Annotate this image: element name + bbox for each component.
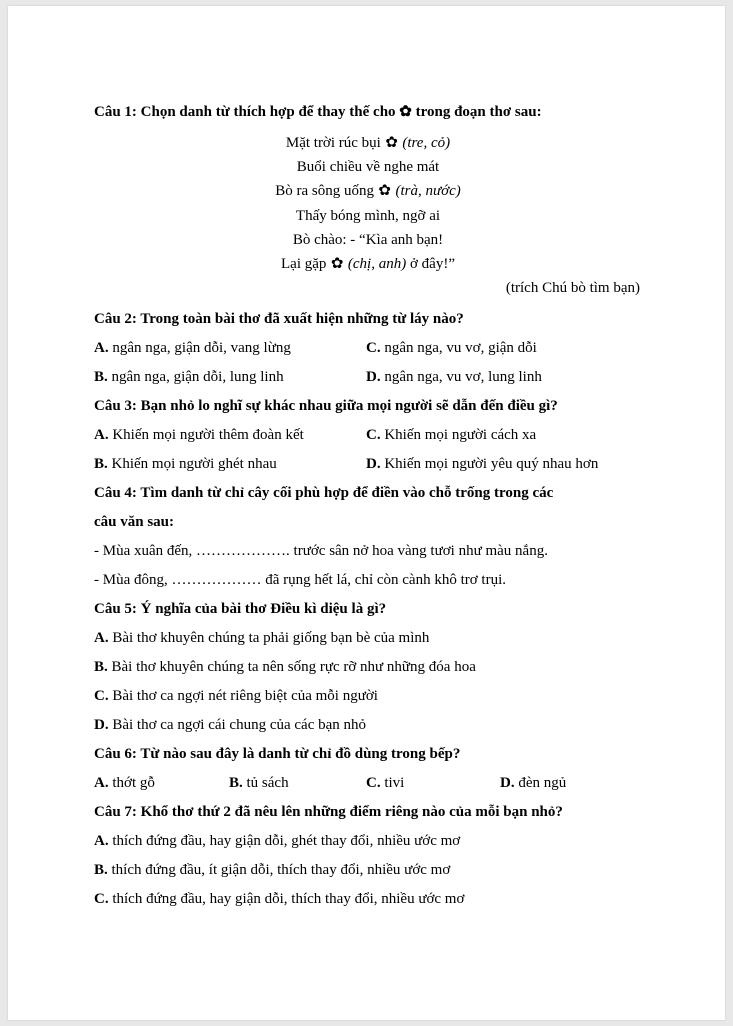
question-3-options-row-1: [94, 421, 642, 450]
fill-in-line-2: - Mùa đông, ……………… đã rụng hết lá, chỉ còn cành khô trơ trụi.: [94, 572, 507, 589]
option-a[interactable]: A. thớt gỗ: [94, 775, 155, 792]
flower-icon: ✿: [385, 135, 398, 151]
option-c[interactable]: C. ngân nga, vu vơ, giận dỗi: [366, 340, 537, 357]
document-content: [94, 98, 642, 914]
poem-source: (trích Chú bò tìm bạn): [505, 280, 640, 297]
option-d[interactable]: D. Khiến mọi người yêu quý nhau hơn: [366, 456, 599, 473]
question-6-title: Câu 6: Từ nào sau đây là danh từ chỉ đồ dùng trong bếp?: [94, 746, 461, 763]
option-d[interactable]: D. Bài thơ ca ngợi cái chung của các bạn nhỏ: [94, 717, 367, 734]
question-2-title: Câu 2: Trong toàn bài thơ đã xuất hiện những từ láy nào?: [94, 311, 464, 328]
option-a[interactable]: A. ngân nga, giận dỗi, vang lừng: [94, 340, 291, 357]
option-a[interactable]: A. Bài thơ khuyên chúng ta phải giống bạn bè của mình: [94, 630, 430, 647]
poem-line-6: Lại gặp ✿ (chị, anh) ở đây!”: [94, 252, 642, 276]
option-b[interactable]: B. tủ sách: [229, 775, 289, 792]
option-d[interactable]: D. ngân nga, vu vơ, lung linh: [366, 369, 542, 386]
question-3-options-row-2: [94, 450, 642, 479]
fill-in-line-1: - Mùa xuân đến, ………………. trước sân nở hoa vàng tươi như màu nắng.: [94, 543, 548, 560]
option-a[interactable]: A. Khiến mọi người thêm đoàn kết: [94, 427, 304, 444]
question-5-title: Câu 5: Ý nghĩa của bài thơ Điều kì diệu là gì?: [94, 601, 387, 618]
option-c[interactable]: C. tivi: [366, 775, 405, 792]
question-2-options-row-1: [94, 334, 642, 363]
option-d[interactable]: D. đèn ngủ: [500, 775, 567, 792]
option-c[interactable]: C. Khiến mọi người cách xa: [366, 427, 537, 444]
option-b[interactable]: B. Bài thơ khuyên chúng ta nên sống rực rỡ như những đóa hoa: [94, 659, 476, 676]
option-a[interactable]: A. thích đứng đầu, hay giận dỗi, ghét thay đổi, nhiều ước mơ: [94, 833, 461, 850]
question-4-title: Câu 4: Tìm danh từ chỉ cây cối phù hợp để điền vào chỗ trống trong các: [94, 485, 554, 502]
question-4-title-cont: câu văn sau:: [94, 514, 175, 531]
question-7-title: Câu 7: Khổ thơ thứ 2 đã nêu lên những điểm riêng nào của mỗi bạn nhỏ?: [94, 804, 563, 821]
option-c[interactable]: C. Bài thơ ca ngợi nét riêng biệt của mỗi người: [94, 688, 378, 705]
option-b[interactable]: B. Khiến mọi người ghét nhau: [94, 456, 277, 473]
poem-line-5: Bò chào: - “Kìa anh bạn!: [292, 231, 444, 248]
option-c[interactable]: C. thích đứng đầu, hay giận dỗi, thích thay đổi, nhiều ước mơ: [94, 891, 465, 908]
question-2-options-row-2: [94, 363, 642, 392]
question-1-title: Câu 1: Chọn danh từ thích hợp để thay thế cho ✿ trong đoạn thơ sau:: [94, 104, 542, 120]
poem-line-3: Bò ra sông uống ✿ (trà, nước): [94, 179, 642, 203]
question-3-title: Câu 3: Bạn nhỏ lo nghĩ sự khác nhau giữa mọi người sẽ dẫn đến điều gì?: [94, 398, 558, 415]
option-b[interactable]: B. thích đứng đầu, ít giận dỗi, thích thay đổi, nhiều ước mơ: [94, 862, 451, 879]
flower-icon: ✿: [330, 256, 344, 273]
flower-icon: ✿: [378, 183, 391, 200]
question-6-options-row: [94, 769, 642, 798]
poem: [94, 131, 642, 276]
poem-line-4: Thấy bóng mình, ngỡ ai: [295, 207, 441, 224]
option-b[interactable]: B. ngân nga, giận dỗi, lung linh: [94, 369, 284, 386]
poem-line-2: Buổi chiều về nghe mát: [296, 159, 440, 176]
poem-line-1: Mặt trời rúc bụi ✿ (tre, cỏ): [94, 131, 642, 155]
document-page: [8, 6, 725, 1020]
